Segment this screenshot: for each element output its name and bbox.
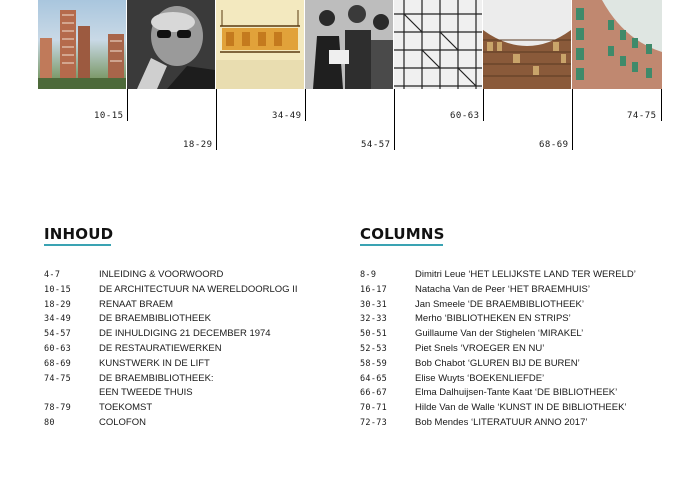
timeline-label: 54-57	[361, 140, 391, 150]
toc-row[interactable]	[360, 401, 636, 416]
toc-pages: 32-33	[360, 314, 388, 325]
timeline-line	[305, 89, 306, 121]
timeline-line	[483, 89, 484, 121]
toc-row[interactable]	[44, 372, 297, 387]
toc-pages: 16-17	[360, 284, 388, 295]
toc-title: Guillaume Van der Stighelen ‘MIRAKEL’	[415, 328, 584, 340]
toc-row[interactable]	[360, 283, 636, 298]
toc-title: TOEKOMST	[99, 402, 153, 414]
toc-pages: 54-57	[44, 329, 72, 340]
toc-pages	[44, 386, 99, 401]
toc-title: Merho ‘BIBLIOTHEKEN EN STRIPS’	[415, 313, 571, 325]
toc-title: COLOFON	[99, 416, 146, 428]
toc-pages: 8-9	[360, 270, 377, 280]
portrait-photo	[127, 0, 215, 89]
toc-row[interactable]	[44, 327, 297, 342]
photo-strip	[38, 0, 662, 89]
toc-pages: 18-29	[44, 299, 72, 310]
toc-row[interactable]	[360, 357, 636, 372]
toc-title: DE INHULDIGING 21 DECEMBER 1974	[99, 328, 271, 340]
toc-row[interactable]	[360, 298, 636, 313]
toc-row[interactable]	[44, 401, 297, 416]
timeline-line	[216, 89, 217, 150]
toc-pages: 74-75	[44, 373, 72, 384]
toc-pages: 78-79	[44, 403, 72, 414]
toc-title: KUNSTWERK IN DE LIFT	[99, 357, 210, 369]
toc-pages: 66-67	[360, 388, 388, 399]
toc-pages: 72-73	[360, 417, 388, 428]
timeline-label: 74-75	[627, 111, 657, 121]
toc-pages: 70-71	[360, 403, 388, 414]
crowd-photo	[305, 0, 393, 89]
toc-pages: 64-65	[360, 373, 388, 384]
toc-pages: 52-53	[360, 343, 388, 354]
toc-pages: 60-63	[44, 343, 72, 354]
toc-pages: 58-59	[360, 358, 388, 369]
toc-pages: 4-7	[44, 270, 61, 280]
toc-row[interactable]	[44, 312, 297, 327]
toc-pages: 34-49	[44, 314, 72, 325]
columns-list	[360, 268, 636, 431]
timeline-line	[661, 89, 662, 121]
toc-row[interactable]	[44, 268, 297, 283]
timeline-label: 60-63	[450, 111, 480, 121]
toc-pages: 10-15	[44, 284, 72, 295]
toc-row[interactable]	[44, 357, 297, 372]
toc-title: Elma Dalhuijsen-Tante Kaat ‘DE BIBLIOTHEEK’	[415, 387, 618, 399]
toc-title: Bob Mendes ‘LITERATUUR ANNO 2017’	[415, 416, 588, 428]
toc-row[interactable]	[44, 283, 297, 298]
apartment-towers-photo	[38, 0, 126, 89]
toc-row[interactable]	[360, 342, 636, 357]
drawing-photo	[216, 0, 304, 89]
columns-heading: COLUMNS	[360, 225, 445, 243]
toc-title: DE BRAEMBIBLIOTHEEK:	[99, 372, 214, 384]
inhoud-list	[44, 268, 297, 431]
inhoud-underline	[44, 244, 111, 246]
toc-pages: 30-31	[360, 299, 388, 310]
toc-row[interactable]	[360, 386, 636, 401]
columns-underline	[360, 244, 443, 246]
timeline-line	[127, 89, 128, 121]
timeline-line	[572, 89, 573, 150]
timeline-label: 10-15	[94, 111, 124, 121]
toc-title: Dimitri Leue ‘HET LELIJKSTE LAND TER WERELD’	[415, 269, 636, 280]
timeline-label: 18-29	[183, 140, 213, 150]
toc-row[interactable]	[44, 342, 297, 357]
toc-pages: 68-69	[44, 358, 72, 369]
toc-title: EEN TWEEDE THUIS	[99, 387, 193, 399]
toc-title: Elise Wuyts ‘BOEKENLIEFDE’	[415, 372, 545, 384]
green-facade-photo	[572, 0, 662, 89]
toc-row[interactable]	[44, 386, 297, 401]
toc-title: Hilde Van de Walle ‘KUNST IN DE BIBLIOTHEEK’	[415, 402, 627, 414]
scaffold-photo	[394, 0, 482, 89]
toc-title: Piet Snels ‘VROEGER EN NU’	[415, 342, 545, 354]
toc-title: DE RESTAURATIEWERKEN	[99, 342, 222, 354]
toc-title: INLEIDING & VOORWOORD	[99, 269, 224, 280]
timeline-label: 34-49	[272, 111, 302, 121]
toc-row[interactable]	[360, 327, 636, 342]
toc-title: DE ARCHITECTUUR NA WERELDOORLOG II	[99, 283, 298, 295]
toc-row[interactable]	[360, 372, 636, 387]
inhoud-heading: INHOUD	[44, 225, 114, 243]
toc-row[interactable]	[360, 268, 636, 283]
toc-pages: 50-51	[360, 329, 388, 340]
toc-title: Bob Chabot ‘GLUREN BIJ DE BUREN’	[415, 357, 580, 369]
toc-row[interactable]	[44, 298, 297, 313]
toc-title: Natacha Van de Peer ‘HET BRAEMHUIS’	[415, 283, 590, 295]
timeline-label: 68-69	[539, 140, 569, 150]
timeline-line	[394, 89, 395, 150]
toc-row[interactable]	[360, 312, 636, 327]
toc-row[interactable]	[360, 416, 636, 431]
toc-title: DE BRAEMBIBLIOTHEEK	[99, 313, 211, 325]
toc-title: RENAAT BRAEM	[99, 298, 174, 310]
toc-row[interactable]	[44, 416, 297, 431]
toc-title: Jan Smeele ‘DE BRAEMBIBLIOTHEEK’	[415, 298, 584, 310]
toc-pages: 80	[44, 417, 55, 428]
library-shelves-photo	[483, 0, 571, 89]
